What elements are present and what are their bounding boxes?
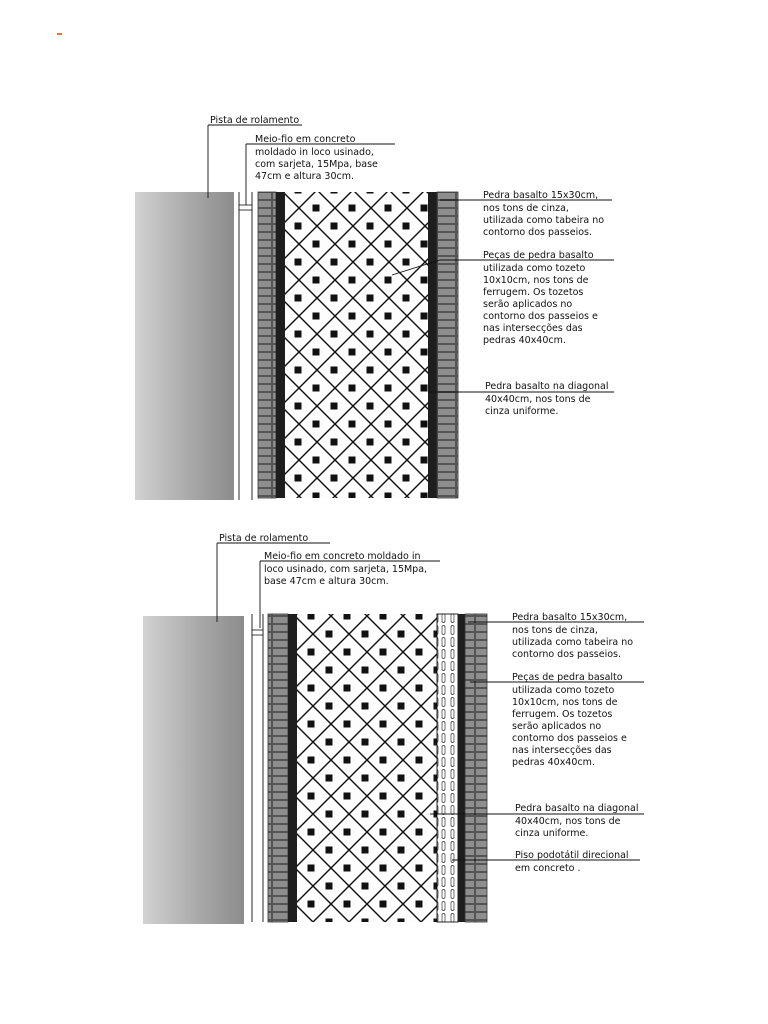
tozeto-square — [416, 757, 423, 764]
tozeto-square — [290, 955, 297, 962]
tozeto-square — [398, 739, 405, 746]
tozeto-square — [380, 721, 387, 728]
tozeto-square — [403, 187, 410, 194]
dark-band-right — [458, 614, 465, 922]
tozeto-square — [421, 421, 428, 428]
callout-1-1-line: nos tons de cinza, — [483, 203, 569, 214]
tozeto-square — [313, 313, 320, 320]
callout-2-4-line: em concreto . — [515, 863, 581, 874]
tozeto-square — [362, 595, 369, 602]
label-meio-fio-line-1a: moldado in loco usinado, — [255, 147, 374, 158]
curb-block — [252, 630, 263, 635]
dark-band-left — [276, 192, 285, 498]
tozeto-square — [295, 475, 302, 482]
callout-2-3-title: Pedra basalto na diagonal — [515, 803, 639, 814]
tozeto-square — [380, 649, 387, 656]
tozeto-square — [326, 919, 333, 926]
tozeto-square — [308, 901, 315, 908]
tozeto-square — [470, 955, 477, 962]
tozeto-square — [398, 775, 405, 782]
tozeto-square — [326, 739, 333, 746]
tozeto-square — [362, 883, 369, 890]
tozeto-square — [421, 529, 428, 536]
tozeto-square — [331, 511, 338, 518]
tozeto-square — [470, 595, 477, 602]
tozeto-square — [331, 331, 338, 338]
callout-2-1-line: utilizada como tabeira no — [512, 637, 634, 648]
tozeto-square — [344, 757, 351, 764]
tozeto-square — [416, 649, 423, 656]
tozeto-square — [367, 475, 374, 482]
tozeto-square — [326, 883, 333, 890]
tozeto-square — [416, 937, 423, 944]
tozeto-square — [457, 529, 464, 536]
border-stone-right — [437, 192, 458, 498]
tozeto-square — [367, 367, 374, 374]
tozeto-square — [331, 295, 338, 302]
callout-1-1-line: contorno dos passeios. — [483, 227, 593, 238]
tozeto-square — [349, 529, 356, 536]
tozeto-square — [344, 649, 351, 656]
tozeto-square — [439, 511, 446, 518]
border-stone-left — [268, 614, 288, 922]
tozeto-square — [380, 937, 387, 944]
tozeto-square — [344, 685, 351, 692]
tozeto-square — [421, 169, 428, 176]
tozeto-square — [362, 775, 369, 782]
tozeto-square — [385, 529, 392, 536]
tozeto-square — [416, 613, 423, 620]
tozeto-square — [313, 529, 320, 536]
tozeto-square — [416, 793, 423, 800]
border-stone-right — [465, 614, 487, 922]
road-surface — [143, 616, 244, 924]
callout-1-2-line: pedras 40x40cm. — [483, 335, 566, 346]
callout-2-1-line: contorno dos passeios. — [512, 649, 622, 660]
tozeto-square — [331, 223, 338, 230]
tozeto-square — [421, 457, 428, 464]
tozeto-square — [380, 865, 387, 872]
tozeto-square — [398, 955, 405, 962]
tozeto-square — [416, 685, 423, 692]
callout-1-1-title: Pedra basalto 15x30cm, — [483, 190, 599, 201]
tozeto-square — [385, 421, 392, 428]
callout-2-2-line: utilizada como tozeto — [512, 685, 615, 696]
tozeto-square — [398, 703, 405, 710]
tozeto-square — [416, 721, 423, 728]
tozeto-square — [344, 937, 351, 944]
tozeto-square — [367, 439, 374, 446]
tozeto-square — [295, 403, 302, 410]
callout-2-4-title: Piso podotátil direcional — [515, 850, 629, 861]
diagonal-paving-field — [297, 614, 437, 922]
tozeto-square — [367, 187, 374, 194]
tozeto-square — [313, 457, 320, 464]
tozeto-square — [313, 385, 320, 392]
tozeto-square — [403, 223, 410, 230]
road-surface — [135, 192, 234, 500]
tozeto-square — [367, 259, 374, 266]
callout-1-3-line: cinza uniforme. — [485, 406, 559, 417]
tozeto-square — [344, 829, 351, 836]
tozeto-square — [344, 613, 351, 620]
tozeto-square — [416, 901, 423, 908]
tozeto-square — [421, 385, 428, 392]
callout-2-2-line: serão aplicados no — [512, 721, 602, 732]
callout-1-2-line: serão aplicados no — [483, 299, 573, 310]
tozeto-square — [349, 241, 356, 248]
tozeto-square — [313, 277, 320, 284]
tozeto-square — [398, 811, 405, 818]
tozeto-square — [385, 313, 392, 320]
tozeto-square — [331, 475, 338, 482]
tozeto-square — [380, 829, 387, 836]
tozeto-square — [403, 439, 410, 446]
tozeto-square — [295, 331, 302, 338]
tozeto-square — [398, 667, 405, 674]
tozeto-square — [326, 595, 333, 602]
label-meio-fio-line-1c: 47cm e altura 30cm. — [255, 171, 354, 182]
callout-2-1-line: nos tons de cinza, — [512, 625, 598, 636]
tozeto-square — [313, 205, 320, 212]
tozeto-square — [308, 793, 315, 800]
tozeto-square — [398, 847, 405, 854]
tozeto-square — [362, 667, 369, 674]
tozeto-square — [421, 205, 428, 212]
tozeto-square — [349, 493, 356, 500]
tozeto-square — [344, 901, 351, 908]
tozeto-square — [331, 403, 338, 410]
tozeto-square — [290, 595, 297, 602]
tactile-paving-strip — [437, 614, 458, 922]
tozeto-square — [421, 493, 428, 500]
tozeto-square — [362, 847, 369, 854]
callout-1-3-line: 40x40cm, nos tons de — [485, 394, 591, 405]
label-pista-2: Pista de rolamento — [219, 533, 309, 544]
tozeto-square — [403, 403, 410, 410]
tozeto-square — [295, 187, 302, 194]
tozeto-square — [398, 595, 405, 602]
tozeto-square — [308, 757, 315, 764]
tozeto-square — [344, 721, 351, 728]
tozeto-square — [308, 865, 315, 872]
tozeto-square — [385, 349, 392, 356]
tozeto-square — [313, 493, 320, 500]
tozeto-square — [308, 685, 315, 692]
tozeto-square — [349, 349, 356, 356]
tozeto-square — [308, 829, 315, 836]
tozeto-square — [385, 169, 392, 176]
tozeto-square — [367, 511, 374, 518]
tozeto-square — [308, 649, 315, 656]
tozeto-square — [421, 277, 428, 284]
label-meio-fio-line-2b: base 47cm e altura 30cm. — [264, 576, 389, 587]
tozeto-square — [380, 757, 387, 764]
tozeto-square — [344, 865, 351, 872]
label-meio-fio-title-1: Meio-fio em concreto — [255, 134, 356, 145]
tozeto-square — [313, 241, 320, 248]
callout-2-3-line: cinza uniforme. — [515, 828, 589, 839]
tozeto-square — [434, 955, 441, 962]
tozeto-square — [349, 277, 356, 284]
callout-2-3-line: 40x40cm, nos tons de — [515, 816, 621, 827]
tozeto-square — [349, 421, 356, 428]
tozeto-square — [326, 667, 333, 674]
tozeto-square — [362, 955, 369, 962]
border-stone-left — [258, 192, 276, 498]
tozeto-square — [403, 367, 410, 374]
dark-band-right — [428, 192, 437, 498]
tozeto-square — [398, 883, 405, 890]
callout-1-2-line: utilizada como tozeto — [483, 263, 586, 274]
callout-1-2-line: 10x10cm, nos tons de — [483, 275, 589, 286]
tozeto-square — [331, 187, 338, 194]
tozeto-square — [434, 595, 441, 602]
tozeto-square — [367, 403, 374, 410]
tozeto-square — [295, 367, 302, 374]
tozeto-square — [457, 169, 464, 176]
label-pista-1: Pista de rolamento — [210, 115, 300, 126]
tozeto-square — [398, 631, 405, 638]
callout-1-3-title: Pedra basalto na diagonal — [485, 381, 609, 392]
tozeto-square — [380, 901, 387, 908]
tozeto-square — [385, 205, 392, 212]
tozeto-square — [308, 937, 315, 944]
tozeto-square — [362, 703, 369, 710]
tozeto-square — [416, 865, 423, 872]
tozeto-square — [308, 721, 315, 728]
callout-1-2-title: Peças de pedra basalto — [483, 250, 594, 261]
label-meio-fio-line-1b: com sarjeta, 15Mpa, base — [255, 159, 378, 170]
tozeto-square — [295, 259, 302, 266]
curb-block — [239, 205, 252, 210]
tozeto-square — [403, 475, 410, 482]
accent-mark — [57, 33, 62, 35]
tozeto-square — [421, 349, 428, 356]
label-meio-fio-title-2: Meio-fio em concreto moldado in — [264, 551, 421, 562]
callout-1-2-line: nas intersecções das — [483, 323, 583, 334]
tozeto-square — [326, 811, 333, 818]
callout-2-2-title: Peças de pedra basalto — [512, 672, 623, 683]
tozeto-square — [367, 223, 374, 230]
tozeto-square — [403, 511, 410, 518]
tozeto-square — [313, 421, 320, 428]
dark-band-left — [288, 614, 297, 922]
tozeto-square — [331, 439, 338, 446]
tozeto-square — [385, 493, 392, 500]
tozeto-square — [452, 937, 459, 944]
tozeto-square — [380, 793, 387, 800]
tozeto-square — [308, 613, 315, 620]
tozeto-square — [421, 241, 428, 248]
tozeto-square — [331, 367, 338, 374]
callout-1-2-line: ferrugem. Os tozetos — [483, 287, 584, 298]
tozeto-square — [344, 793, 351, 800]
tozeto-square — [331, 259, 338, 266]
callout-2-2-line: nas intersecções das — [512, 745, 612, 756]
tozeto-square — [349, 385, 356, 392]
tozeto-square — [295, 295, 302, 302]
tozeto-square — [380, 613, 387, 620]
tozeto-square — [326, 631, 333, 638]
tozeto-square — [326, 847, 333, 854]
tozeto-square — [385, 457, 392, 464]
tozeto-square — [349, 313, 356, 320]
tozeto-square — [326, 703, 333, 710]
callout-2-2-line: contorno dos passeios e — [512, 733, 627, 744]
tozeto-square — [295, 439, 302, 446]
tozeto-square — [362, 739, 369, 746]
tozeto-square — [398, 919, 405, 926]
tozeto-square — [362, 631, 369, 638]
tozeto-square — [362, 919, 369, 926]
callout-1-2-line: contorno dos passeios e — [483, 311, 598, 322]
tozeto-square — [295, 223, 302, 230]
tozeto-square — [416, 829, 423, 836]
label-meio-fio-line-2a: loco usinado, com sarjeta, 15Mpa, — [264, 564, 428, 575]
tozeto-square — [326, 955, 333, 962]
tozeto-square — [403, 331, 410, 338]
tozeto-square — [362, 811, 369, 818]
tozeto-square — [326, 775, 333, 782]
tozeto-square — [349, 205, 356, 212]
tozeto-square — [367, 331, 374, 338]
tozeto-square — [385, 385, 392, 392]
tozeto-square — [367, 295, 374, 302]
callout-2-2-line: ferrugem. Os tozetos — [512, 709, 613, 720]
callout-1-1-line: utilizada como tabeira no — [483, 215, 605, 226]
tozeto-square — [380, 685, 387, 692]
tozeto-square — [403, 295, 410, 302]
tozeto-square — [295, 511, 302, 518]
tozeto-square — [385, 277, 392, 284]
tozeto-square — [421, 313, 428, 320]
tozeto-square — [385, 241, 392, 248]
callout-2-2-line: 10x10cm, nos tons de — [512, 697, 618, 708]
callout-2-2-line: pedras 40x40cm. — [512, 757, 595, 768]
callout-2-1-title: Pedra basalto 15x30cm, — [512, 612, 628, 623]
tozeto-square — [313, 349, 320, 356]
tozeto-square — [349, 457, 356, 464]
tozeto-square — [403, 259, 410, 266]
